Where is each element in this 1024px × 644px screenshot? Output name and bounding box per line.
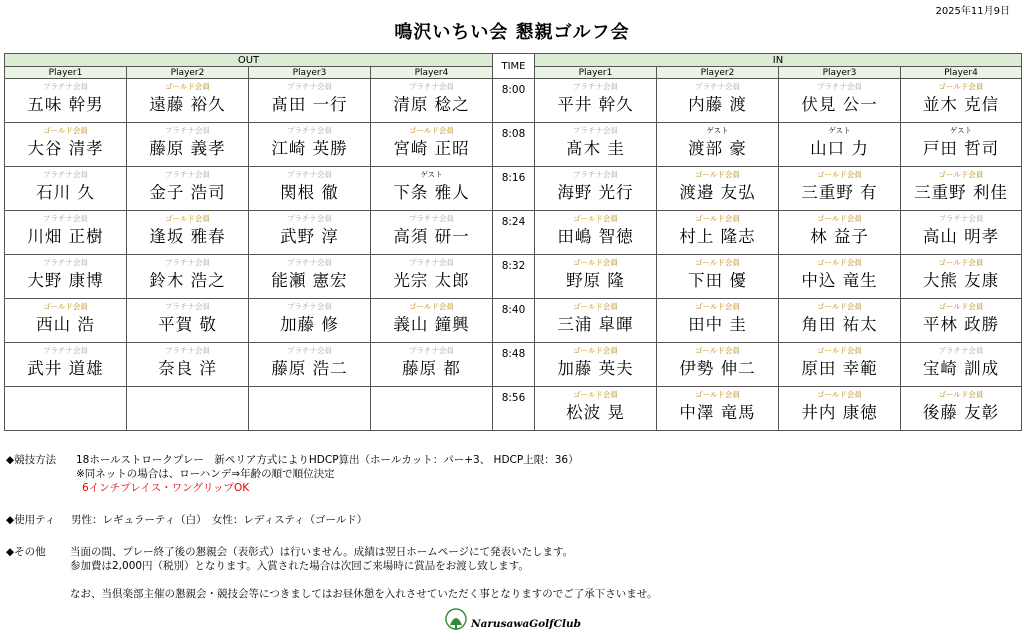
member-rank: プラチナ会員: [695, 82, 740, 91]
in-player-cell: [779, 211, 901, 255]
out-player-cell: [5, 123, 127, 167]
pairing-row: [5, 299, 1022, 343]
member-rank: プラチナ会員: [409, 214, 454, 223]
member-rank: ゴールド会員: [695, 346, 740, 355]
document-date: 2025年11月9日: [935, 6, 1010, 17]
in-player-cell: [535, 255, 657, 299]
tee-time-value: 8:40: [501, 304, 526, 316]
pairing-row: [5, 211, 1022, 255]
out-player-cell: [127, 211, 249, 255]
member-rank: プラチナ会員: [43, 214, 88, 223]
player-name: 林 益子: [810, 227, 869, 246]
tee-time: [493, 79, 535, 123]
in-player-cell: [657, 211, 779, 255]
out-player-cell: [5, 167, 127, 211]
in-player-cell: [535, 343, 657, 387]
in-player-cell: [657, 299, 779, 343]
out-player-cell: [5, 255, 127, 299]
pairing-row: [5, 123, 1022, 167]
member-rank: ゴールド会員: [409, 126, 454, 135]
pairing-row: [5, 167, 1022, 211]
player-name: 村上 隆志: [679, 227, 756, 246]
in-player2-header: Player2: [657, 67, 779, 79]
player-name: 三浦 皐暉: [557, 315, 634, 334]
pairing-rows: [5, 79, 1022, 431]
out-player-cell: [249, 299, 371, 343]
player-name: 石川 久: [36, 183, 95, 202]
player-name: 義山 鐘興: [393, 315, 470, 334]
member-rank: ゴールド会員: [43, 126, 88, 135]
out-player-cell: [371, 343, 493, 387]
member-rank: ゴールド会員: [938, 170, 984, 179]
out-player3-header: Player3: [249, 67, 371, 79]
member-rank: プラチナ会員: [287, 258, 332, 267]
player-name: 金子 浩司: [149, 183, 226, 202]
member-rank: プラチナ会員: [287, 126, 332, 135]
tee-time: [493, 387, 535, 431]
member-rank: ゴールド会員: [817, 214, 862, 223]
out-player2-header: Player2: [127, 67, 249, 79]
player-name: 髙田 一行: [271, 95, 348, 114]
player-name: 原田 幸範: [801, 359, 878, 378]
out-player-cell: [5, 387, 127, 431]
member-rank: プラチナ会員: [817, 82, 862, 91]
out-player-cell: [249, 387, 371, 431]
page-title: 鳴沢いちい会 懇親ゴルフ会: [394, 22, 630, 43]
player-name: 田嶋 智徳: [557, 227, 634, 246]
pairing-table: [4, 53, 1022, 431]
in-player1-header: Player1: [535, 67, 657, 79]
player-name: 並木 克信: [922, 95, 1000, 114]
player-name: 武井 道雄: [27, 359, 104, 378]
member-rank: プラチナ会員: [165, 170, 210, 179]
other-text-2: 参加費は2,000円（税別）となります。入賞された場合は次回ご来場時に賞品をお渡し致します。: [70, 560, 529, 572]
player-name: 平井 幹久: [557, 95, 634, 114]
other-text-3: なお、当倶楽部主催の懇親会・競技会等につきましてはお昼休憩を入れさせていただく事となりますのでご了承下さいませ。: [70, 588, 658, 600]
player-name: 三重野 有: [801, 183, 878, 202]
member-rank: プラチナ会員: [287, 82, 332, 91]
tee-time: [493, 211, 535, 255]
member-rank: ゴールド会員: [938, 302, 984, 311]
in-player-cell: [779, 79, 901, 123]
out-player-cell: [371, 387, 493, 431]
player-name: 清原 稔之: [393, 95, 470, 114]
other-text-1: 当面の間、プレー終了後の懇親会（表彰式）は行いません。成績は翌日ホームページにて発表いたします。: [70, 546, 574, 558]
method-note: ※同ネットの場合は、ローハンデ⇒年齢の順で順位決定: [76, 468, 335, 480]
member-rank: プラチナ会員: [287, 170, 332, 179]
in-player-cell: [779, 343, 901, 387]
member-rank: ゴールド会員: [695, 214, 740, 223]
tee-time-value: 8:24: [501, 216, 526, 228]
member-rank: ゴールド会員: [938, 390, 984, 399]
out-player-cell: [371, 79, 493, 123]
in-player-cell: [779, 299, 901, 343]
member-rank: プラチナ会員: [43, 258, 88, 267]
method-label: ◆競技方法: [6, 454, 57, 466]
player-name: 三重野 利佳: [914, 183, 1008, 202]
member-rank: ゴールド会員: [695, 302, 740, 311]
out-player-cell: [127, 79, 249, 123]
member-rank: ゲスト: [949, 126, 973, 135]
tee-time: [493, 123, 535, 167]
in-player-cell: [901, 299, 1022, 343]
player-name: 伏見 公一: [801, 95, 878, 114]
player-name: 山口 力: [810, 139, 869, 158]
method-rule: 6インチプレイス・ワングリップOK: [82, 482, 250, 494]
player-name: 中込 竜生: [801, 271, 878, 290]
out-player4-header: Player4: [371, 67, 493, 79]
out-player-cell: [127, 387, 249, 431]
player-name: 下田 優: [688, 271, 747, 290]
player-name: 中澤 竜馬: [679, 403, 756, 422]
out-player-cell: [371, 167, 493, 211]
out-player-cell: [5, 211, 127, 255]
out-player-cell: [371, 299, 493, 343]
member-rank: プラチナ会員: [938, 214, 984, 223]
member-rank: ゲスト: [420, 170, 443, 179]
member-rank: プラチナ会員: [165, 258, 210, 267]
tee-time: [493, 343, 535, 387]
out-player-cell: [5, 79, 127, 123]
in-player-cell: [901, 343, 1022, 387]
pairing-row: [5, 343, 1022, 387]
player-name: 渡部 豪: [688, 139, 747, 158]
player-name: 遠藤 裕久: [149, 95, 226, 114]
member-rank: ゴールド会員: [409, 302, 454, 311]
player-name: 海野 光行: [557, 183, 634, 202]
out-player-cell: [371, 211, 493, 255]
player-name: 戸田 哲司: [922, 139, 1000, 158]
tee-time-value: 8:48: [501, 348, 526, 360]
tee-time-value: 8:56: [501, 392, 526, 404]
pairing-row: [5, 79, 1022, 123]
in-player-cell: [779, 167, 901, 211]
member-rank: ゴールド会員: [573, 302, 618, 311]
out-player-cell: [127, 255, 249, 299]
member-rank: プラチナ会員: [287, 214, 332, 223]
out-player-cell: [5, 343, 127, 387]
out-player-cell: [249, 79, 371, 123]
player-name: 宮崎 正昭: [393, 139, 470, 158]
player-name: 角田 祐太: [801, 315, 878, 334]
player-name: 奈良 洋: [158, 359, 217, 378]
member-rank: プラチナ会員: [43, 170, 88, 179]
in-player-cell: [901, 211, 1022, 255]
in-player-cell: [901, 79, 1022, 123]
player-name: 光宗 太郎: [393, 271, 470, 290]
in-player-cell: [535, 123, 657, 167]
tee-time-value: 8:16: [501, 172, 526, 184]
player-name: 藤原 都: [402, 359, 461, 378]
member-rank: ゴールド会員: [817, 170, 862, 179]
player-name: 武野 淳: [280, 227, 339, 246]
in-header: IN: [535, 54, 1022, 67]
tee-text: 男性：レギュラーティ（白） 女性：レディスティ（ゴールド）: [71, 514, 368, 526]
player-name: 高須 研一: [393, 227, 470, 246]
out-player1-header: Player1: [5, 67, 127, 79]
member-rank: プラチナ会員: [165, 126, 210, 135]
member-rank: プラチナ会員: [409, 82, 454, 91]
tree-emblem-icon: [445, 608, 467, 634]
in-player-cell: [901, 123, 1022, 167]
player-name: 西山 浩: [36, 315, 95, 334]
member-rank: [249, 401, 370, 411]
out-header: OUT: [5, 54, 493, 67]
out-player-cell: [249, 167, 371, 211]
pairing-row: [5, 387, 1022, 431]
member-rank: ゴールド会員: [817, 258, 862, 267]
member-rank: プラチナ会員: [938, 346, 984, 355]
in-player-cell: [779, 123, 901, 167]
member-rank: プラチナ会員: [573, 82, 618, 91]
member-rank: ゴールド会員: [43, 302, 88, 311]
member-rank: [371, 401, 492, 411]
player-name: 関根 徹: [280, 183, 339, 202]
club-brand: NarusawaGolfClub: [471, 618, 581, 630]
player-name: 後藤 友彰: [922, 403, 1000, 422]
member-rank: プラチナ会員: [287, 346, 332, 355]
tee-time-value: 8:00: [501, 84, 526, 96]
player-name: 伊勢 伸二: [679, 359, 756, 378]
player-name: 逢坂 雅春: [149, 227, 226, 246]
out-player-cell: [371, 255, 493, 299]
member-rank: ゴールド会員: [165, 82, 210, 91]
tee-time: [493, 167, 535, 211]
member-rank: プラチナ会員: [165, 346, 210, 355]
member-rank: プラチナ会員: [165, 302, 210, 311]
player-name: 宝崎 訓成: [922, 359, 1000, 378]
pairing-row: [5, 255, 1022, 299]
tee-time: [493, 255, 535, 299]
player-name: 大野 康博: [27, 271, 104, 290]
out-player-cell: [249, 255, 371, 299]
player-name: 五味 幹男: [27, 95, 104, 114]
member-rank: ゴールド会員: [817, 346, 862, 355]
member-rank: [127, 401, 248, 411]
member-rank: ゴールド会員: [695, 170, 740, 179]
out-player-cell: [127, 299, 249, 343]
player-name: 平林 政勝: [922, 315, 1000, 334]
in-player-cell: [535, 79, 657, 123]
member-rank: ゴールド会員: [938, 258, 984, 267]
in-player-cell: [657, 255, 779, 299]
in-player-cell: [657, 387, 779, 431]
member-rank: ゲスト: [828, 126, 851, 135]
member-rank: プラチナ会員: [409, 346, 454, 355]
method-text: 18ホールストロークプレー 新ペリア方式によりHDCP算出（ホールカット：パー+3、 HDCP上限：36）: [76, 454, 579, 466]
member-rank: プラチナ会員: [573, 126, 618, 135]
player-name: 田中 圭: [688, 315, 747, 334]
in-player-cell: [535, 211, 657, 255]
player-name: 加藤 英夫: [557, 359, 634, 378]
tee-time-value: 8:32: [501, 260, 526, 272]
in-player-cell: [657, 343, 779, 387]
player-name: 渡邉 友弘: [679, 183, 756, 202]
member-rank: プラチナ会員: [43, 82, 88, 91]
in-player-cell: [901, 255, 1022, 299]
member-rank: プラチナ会員: [287, 302, 332, 311]
in-player-cell: [901, 167, 1022, 211]
player-name: 髙木 圭: [566, 139, 625, 158]
player-name: 能瀬 憲宏: [271, 271, 348, 290]
out-player-cell: [5, 299, 127, 343]
member-rank: ゴールド会員: [573, 390, 618, 399]
out-player-cell: [127, 167, 249, 211]
member-rank: ゴールド会員: [573, 214, 618, 223]
member-rank: ゴールド会員: [695, 258, 740, 267]
in-player-cell: [657, 79, 779, 123]
member-rank: ゴールド会員: [695, 390, 740, 399]
in-player3-header: Player3: [779, 67, 901, 79]
player-name: 大熊 友康: [922, 271, 1000, 290]
in-player-cell: [779, 387, 901, 431]
member-rank: ゴールド会員: [817, 390, 862, 399]
player-name: 野原 隆: [566, 271, 625, 290]
player-name: 江崎 英勝: [271, 139, 348, 158]
in-player-cell: [779, 255, 901, 299]
in-player-cell: [657, 167, 779, 211]
club-logo: [445, 606, 595, 640]
member-rank: ゲスト: [706, 126, 729, 135]
player-name: 平賀 敬: [158, 315, 217, 334]
in-player-cell: [535, 387, 657, 431]
out-player-cell: [371, 123, 493, 167]
time-header: TIME: [493, 54, 535, 79]
player-name: 松波 晃: [566, 403, 625, 422]
player-name: 藤原 浩二: [271, 359, 348, 378]
player-name: 内藤 渡: [688, 95, 747, 114]
member-rank: プラチナ会員: [573, 170, 618, 179]
tee-time-value: 8:08: [501, 128, 526, 140]
out-player-cell: [127, 343, 249, 387]
player-name: 鈴木 浩之: [149, 271, 226, 290]
in-player-cell: [657, 123, 779, 167]
out-player-cell: [127, 123, 249, 167]
member-rank: ゴールド会員: [573, 346, 618, 355]
player-name: 井内 康徳: [801, 403, 878, 422]
member-rank: ゴールド会員: [817, 302, 862, 311]
member-rank: ゴールド会員: [573, 258, 618, 267]
member-rank: プラチナ会員: [409, 258, 454, 267]
out-player-cell: [249, 343, 371, 387]
tee-label: ◆使用ティ: [6, 514, 56, 526]
out-player-cell: [249, 211, 371, 255]
member-rank: [5, 401, 126, 411]
in-player4-header: Player4: [901, 67, 1022, 79]
member-rank: プラチナ会員: [43, 346, 88, 355]
member-rank: ゴールド会員: [938, 82, 984, 91]
player-name: 藤原 義孝: [149, 139, 226, 158]
other-label: ◆その他: [6, 546, 46, 558]
player-name: 川畑 正樹: [27, 227, 104, 246]
player-name: 高山 明孝: [922, 227, 1000, 246]
out-player-cell: [249, 123, 371, 167]
tee-time: [493, 299, 535, 343]
player-name: 加藤 修: [280, 315, 339, 334]
in-player-cell: [901, 387, 1022, 431]
in-player-cell: [535, 167, 657, 211]
player-name: 下条 雅人: [393, 183, 470, 202]
member-rank: ゴールド会員: [165, 214, 210, 223]
player-name: 大谷 清孝: [27, 139, 104, 158]
in-player-cell: [535, 299, 657, 343]
